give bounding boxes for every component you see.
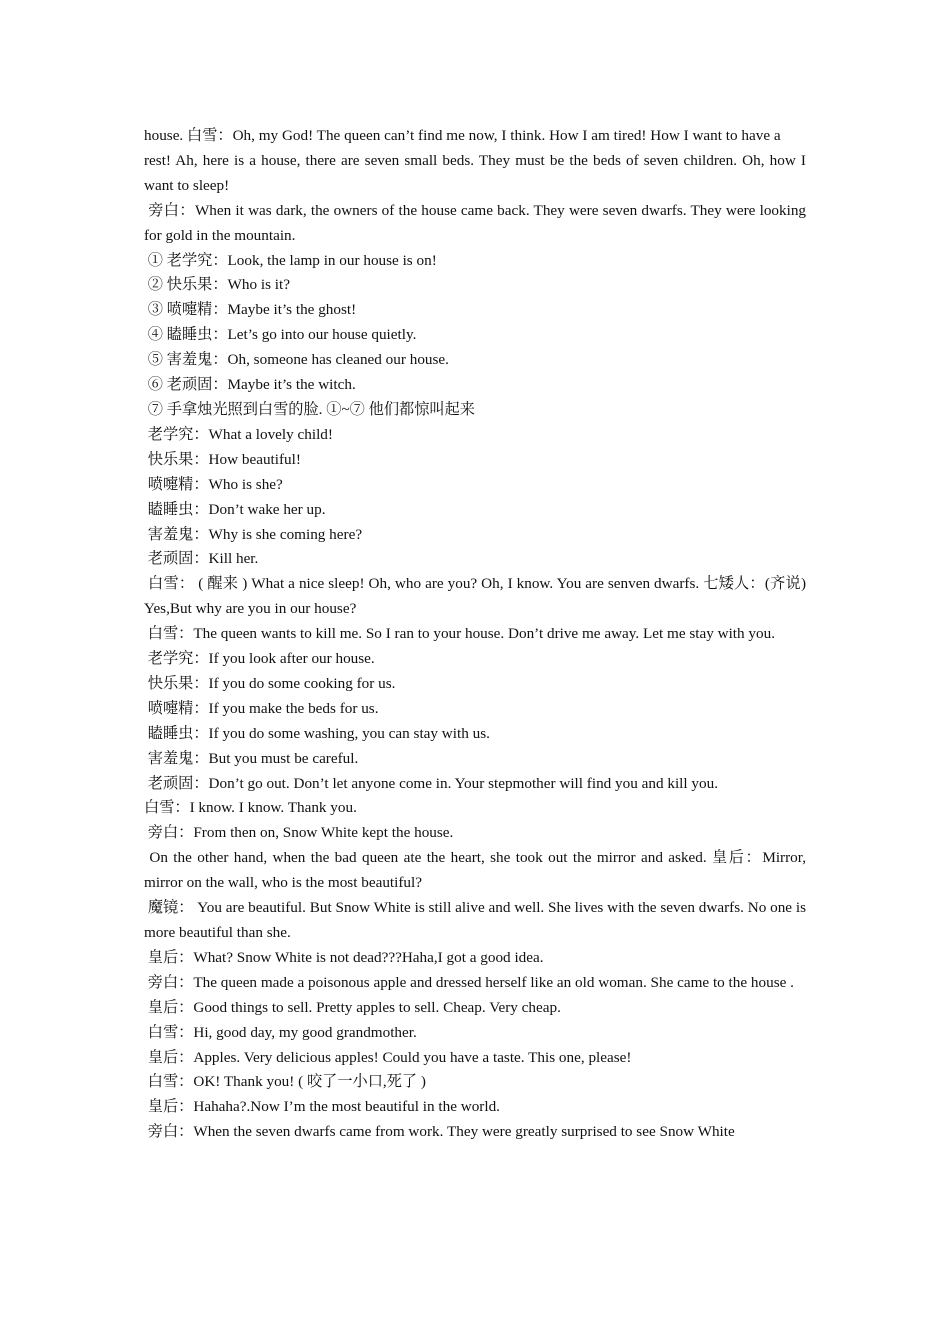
dialogue-line: ① 老学究：Look, the lamp in our house is on! [144, 251, 437, 269]
document-page [144, 124, 810, 1145]
dialogue-line: ⑦ 手拿烛光照到白雪的脸. ①~⑦ 他们都惊叫起来 [144, 400, 475, 418]
dialogue-line: 老顽固：Kill her. [144, 550, 259, 568]
dialogue-line: 皇后：What? Snow White is not dead???Haha,I got a good idea. [144, 948, 544, 966]
text-paragraph: 白雪： ( 醒来 ) What a nice sleep! Oh, who are you? Oh, I know. You are senven dwarfs. 七矮人：(齐说) Yes,But why are you in our house? [144, 575, 810, 618]
dialogue-line: 皇后：Hahaha?.Now I’m the most beautiful in the world. [144, 1098, 500, 1116]
dialogue-line: 白雪：I know. I know. Thank you. [144, 799, 357, 817]
dialogue-line: 皇后：Good things to sell. Pretty apples to sell. Cheap. Very cheap. [144, 998, 561, 1016]
dialogue-line: 快乐果：How beautiful! [144, 450, 301, 468]
text-paragraph: 旁白：The queen made a poisonous apple and dressed herself like an old woman. She came to the house . [144, 973, 794, 991]
dialogue-line: 白雪：OK! Thank you! ( 咬了一小口,死了 ) [144, 1073, 426, 1091]
dialogue-line: ③ 喷嚏精：Maybe it’s the ghost! [144, 301, 357, 319]
dialogue-line: 害羞鬼：But you must be careful. [144, 749, 359, 767]
text-paragraph: On the other hand, when the bad queen ate the heart, she took out the mirror and asked. 皇后：Mirror, mirror on the wall, who is the most beautiful? [144, 849, 810, 892]
dialogue-line: 害羞鬼：Why is she coming here? [144, 525, 363, 543]
dialogue-line: 喷嚏精：Who is she? [144, 475, 283, 493]
text-paragraph: house. 白雪：Oh, my God! The queen can’t find me now, I think. How I am tired! How I want to have a [144, 127, 781, 144]
dialogue-line: 瞌睡虫：Don’t wake her up. [144, 500, 326, 518]
text-paragraph: 旁白：When it was dark, the owners of the house came back. They were seven dwarfs. They were looking for gold in the mountain. [144, 201, 810, 244]
text-paragraph: 魔镜： You are beautiful. But Snow White is still alive and well. She lives with the seven dwarfs. No one is more beautiful than she. [144, 899, 810, 941]
dialogue-line: 快乐果：If you do some cooking for us. [144, 674, 396, 692]
dialogue-line: 老学究：What a lovely child! [144, 425, 333, 443]
dialogue-line: ⑤ 害羞鬼：Oh, someone has cleaned our house. [144, 351, 449, 369]
text-paragraph: 白雪：The queen wants to kill me. So I ran to your house. Don’t drive me away. Let me stay with you. [144, 625, 775, 643]
text-paragraph: 老顽固：Don’t go out. Don’t let anyone come in. Your stepmother will find you and kill you. [144, 774, 718, 792]
dialogue-line: ② 快乐果：Who is it? [144, 276, 290, 294]
dialogue-line: 旁白：From then on, Snow White kept the house. [144, 824, 454, 842]
dialogue-line: 瞌睡虫：If you do some washing, you can stay with us. [144, 724, 490, 742]
dialogue-line: 老学究：If you look after our house. [144, 650, 375, 668]
text-paragraph: 旁白：When the seven dwarfs came from work. They were greatly surprised to see Snow White [144, 1123, 735, 1141]
dialogue-line: 喷嚏精：If you make the beds for us. [144, 699, 379, 717]
dialogue-line: ④ 瞌睡虫：Let’s go into our house quietly. [144, 326, 417, 344]
text-paragraph: rest! Ah, here is a house, there are seven small beds. They must be the beds of seven children. Oh, how I want to sleep! [144, 151, 810, 194]
dialogue-line: 白雪：Hi, good day, my good grandmother. [144, 1023, 417, 1041]
dialogue-line: 皇后：Apples. Very delicious apples! Could you have a taste. This one, please! [144, 1048, 632, 1066]
dialogue-line: ⑥ 老顽固：Maybe it’s the witch. [144, 376, 356, 394]
